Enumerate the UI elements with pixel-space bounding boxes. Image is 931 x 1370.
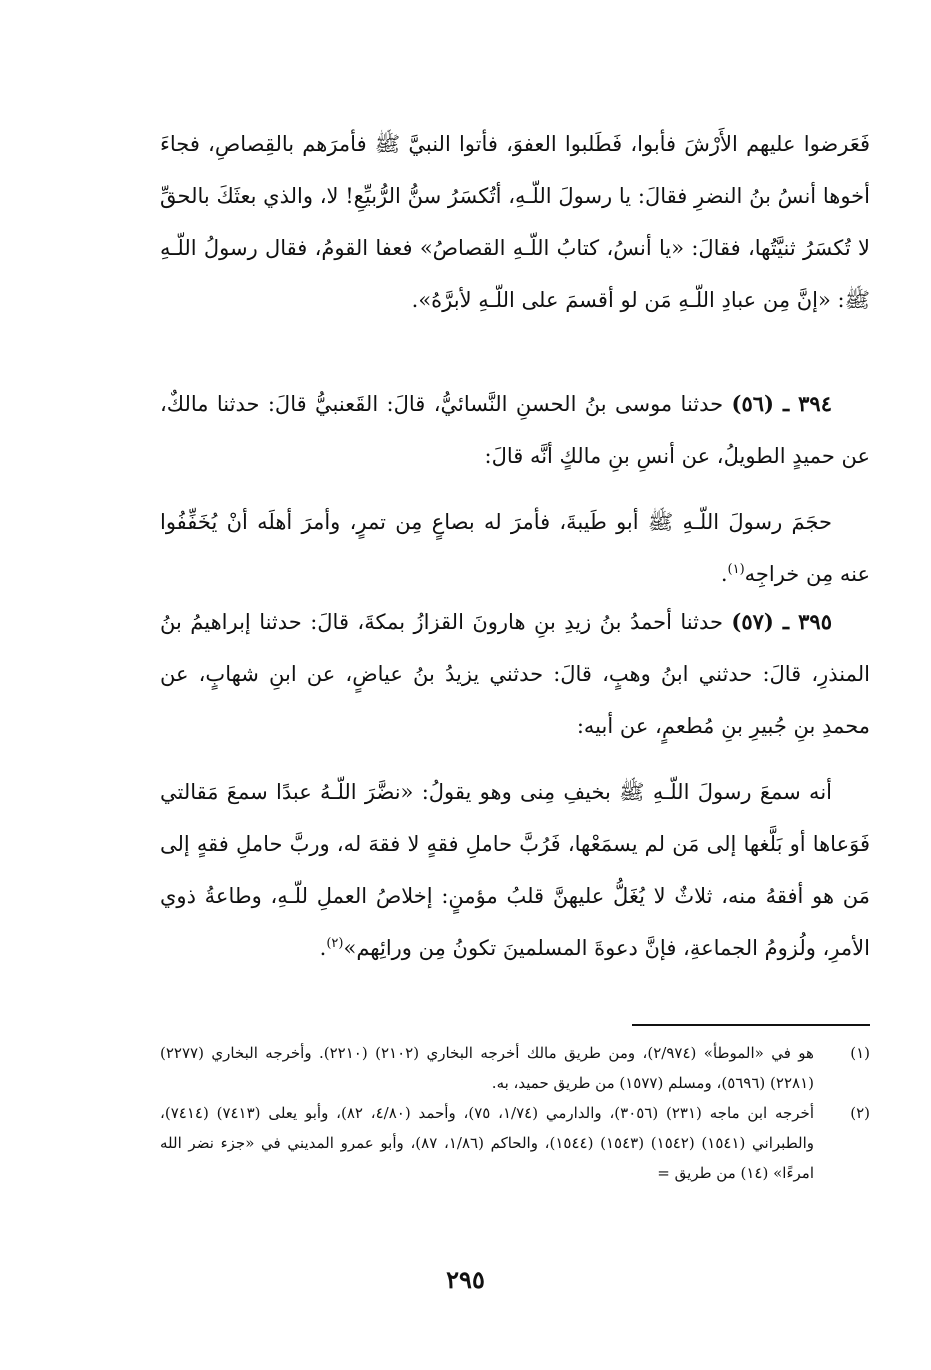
hadith-395-matn: أنه سمعَ رسولَ اللّـهِ ﷺ بخيفِ مِنى وهو يقولُ: «نضَّرَ اللّـهُ عبدًا سمعَ مَقالتي فَوَعاها أو بَلَّغها إلى مَن لم يسمَعْها، فَرُبَّ حاملِ فقهٍ لا فقهَ له، وربَّ حاملِ فقهٍ إلى مَن هو أفقهُ منه، ثلاثٌ لا يُغَلُّ عليهنَّ قلبُ مؤمنٍ: إخلاصُ العملِ للّـهِ، وطاعةُ ذوي الأمرِ، ولُزومُ الجماعةِ، فإنَّ دعوةَ المسلمينَ تكونُ مِن ورائِهم» bbox=[160, 780, 870, 960]
passage-text: فَعَرضوا عليهم الأَرْشَ فأبوا، فَطَلبوا العفوَ، فأتوا النبيَّ ﷺ فأمرَهم بالقِصاصِ، فجاءَ أخوها أنسُ بنُ النضرِ فقالَ: يا رسولَ اللّـهِ، أتُكسَرُ سنُّ الرُّبيِّعِ! لا، والذي بعثَكَ بالحقِّ لا تُكسَرُ ثنيَّتُها، فقالَ: «يا أنسُ، كتابُ اللّـهِ القصاصُ» فعفا القومُ، فقال رسولُ اللّـهِ ﷺ: «إنَّ مِن عبادِ اللّـهِ مَن لو أقسمَ على اللّـهِ لأبرَّهُ». bbox=[160, 132, 870, 312]
hadith-395-matn-paragraph bbox=[160, 766, 870, 974]
hadith-394-isnad: حدثنا موسى بنُ الحسنِ النَّسائيُّ، قالَ: القَعنبيُّ قالَ: حدثنا مالكٌ، عن حميدٍ الطويلُ، عن أنسِ بنِ مالكٍ أنَّه قالَ: bbox=[160, 392, 870, 468]
hadith-394-matn-paragraph bbox=[160, 496, 870, 600]
footnote-2 bbox=[160, 1098, 870, 1188]
hadith-395-isnad: حدثنا أحمدُ بنُ زيدِ بنِ هارونَ القزازُ بمكةَ، قالَ: حدثنا إبراهيمُ بنُ المنذرِ، قالَ: حدثني ابنُ وهبٍ، قالَ: حدثني يزيدُ بنُ عياضٍ، عن ابنِ شهابٍ، عن محمدِ بنِ جُبيرِ بنِ مُطعمٍ، عن أبيه: bbox=[160, 610, 870, 738]
hadith-395-isnad-paragraph bbox=[160, 596, 870, 752]
footnote-1-text: هو في «الموطأ» (٢/٩٧٤)، ومن طريق مالك أخرجه البخاري (٢١٠٢) (٢٢١٠). وأخرجه البخاري (٢٢٧٧) (٢٢٨١) (٥٦٩٦)، ومسلم (١٥٧٧) من طريق حميد، به. bbox=[160, 1044, 814, 1092]
hadith-394-matn: حجَمَ رسولَ اللّـهِ ﷺ أبو طَيبةَ، فأمرَ له بصاعٍ مِن تمرٍ، وأمرَ أهلَه أنْ يُخَفِّفُوا عنه مِن خراجِه bbox=[160, 510, 870, 586]
hadith-394 bbox=[160, 378, 870, 600]
footnote-ref-2[interactable]: (٢) bbox=[326, 936, 344, 951]
hadith-395 bbox=[160, 596, 870, 974]
footnote-2-text: أخرجه ابن ماجه (٢٣١) (٣٠٥٦)، والدارمي (١/٧٤، ٧٥)، وأحمد (٤/٨٠، ٨٢)، وأبو يعلى (٧٤١٣) (٧٤١٤)، والطبراني (١٥٤١) (١٥٤٢) (١٥٤٣) (١٥٤٤)، والحاكم (١/٨٦، ٨٧)، وأبو عمرو المديني في «جزء نضر الله امرءًا» (١٤) من طريق = bbox=[160, 1104, 814, 1182]
hadith-395-end: . bbox=[319, 936, 327, 960]
passage-continuation bbox=[160, 118, 870, 326]
footnote-1-mark: (١) bbox=[850, 1044, 870, 1062]
page-number: ٢٩٥ bbox=[446, 1265, 485, 1294]
hadith-394-number: ٣٩٤ ـ (٥٦) bbox=[731, 391, 832, 416]
hadith-394-isnad-paragraph bbox=[160, 378, 870, 482]
hadith-394-end: . bbox=[720, 562, 728, 586]
footnotes-section bbox=[160, 1038, 870, 1188]
footnote-1 bbox=[160, 1038, 870, 1098]
footnote-2-mark: (٢) bbox=[850, 1104, 870, 1122]
footnote-divider bbox=[632, 1024, 870, 1026]
footnote-ref-1[interactable]: (١) bbox=[727, 562, 745, 577]
hadith-395-number: ٣٩٥ ـ (٥٧) bbox=[731, 609, 832, 634]
